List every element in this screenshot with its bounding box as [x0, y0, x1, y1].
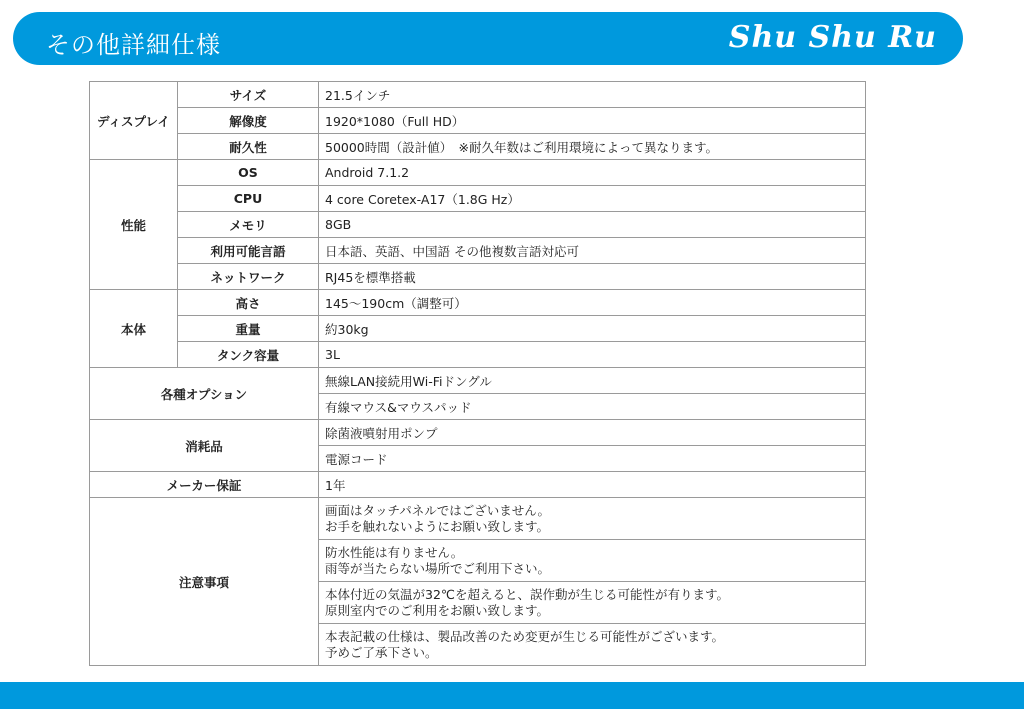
spec-value: 電源コード: [319, 446, 866, 472]
spec-label: CPU: [178, 186, 319, 212]
note-line: 原則室内でのご利用をお願い致します。: [325, 602, 550, 618]
note-line: 予めご了承下さい。: [325, 644, 438, 660]
note-item: [319, 540, 866, 582]
table-row: [90, 472, 866, 498]
spec-value: 1920*1080（Full HD）: [319, 108, 866, 134]
category-display: ディスプレイ: [90, 82, 178, 160]
note-line: お手を触れないようにお願い致します。: [325, 518, 550, 534]
note-line: 本表記載の仕様は、製品改善のため変更が生じる可能性がございます。: [325, 628, 725, 644]
category-consumables: 消耗品: [90, 420, 319, 472]
footer-bar: [0, 682, 1024, 709]
table-row: [90, 264, 866, 290]
table-row: [90, 342, 866, 368]
table-row: [90, 290, 866, 316]
note-line: 雨等が当たらない場所でご利用下さい。: [325, 560, 551, 576]
table-row: [90, 160, 866, 186]
spec-value: RJ45を標準搭載: [319, 264, 866, 290]
note-item: [319, 624, 866, 666]
page-title: その他詳細仕様: [46, 31, 221, 59]
category-notes: 注意事項: [90, 498, 319, 666]
spec-table: [89, 81, 866, 666]
spec-value: 除菌液噴射用ポンプ: [319, 420, 866, 446]
table-row: [90, 82, 866, 108]
spec-label: ネットワーク: [178, 264, 319, 290]
spec-value: 4 core Coretex-A17（1.8G Hz）: [319, 186, 866, 212]
note-line: 本体付近の気温が32℃を超えると、誤作動が生じる可能性が有ります。: [325, 586, 729, 602]
spec-label: 利用可能言語: [178, 238, 319, 264]
spec-label: タンク容量: [178, 342, 319, 368]
category-options: 各種オプション: [90, 368, 319, 420]
spec-label: 解像度: [178, 108, 319, 134]
table-row: [90, 238, 866, 264]
table-row: [90, 316, 866, 342]
note-line: 防水性能は有りません。: [325, 544, 464, 560]
note-item: [319, 498, 866, 540]
spec-value: 日本語、英語、中国語 その他複数言語対応可: [319, 238, 866, 264]
table-row: [90, 108, 866, 134]
spec-label: メモリ: [178, 212, 319, 238]
spec-value: Android 7.1.2: [319, 160, 866, 186]
spec-label: サイズ: [178, 82, 319, 108]
header-bar: [13, 12, 963, 65]
spec-value: 3L: [319, 342, 866, 368]
spec-value: 約30kg: [319, 316, 866, 342]
spec-value: 有線マウス&マウスパッド: [319, 394, 866, 420]
note-line: 画面はタッチパネルではございません。: [325, 502, 551, 518]
table-row: [90, 420, 866, 446]
category-body: 本体: [90, 290, 178, 368]
spec-value: 145～190cm（調整可）: [319, 290, 866, 316]
spec-value: 8GB: [319, 212, 866, 238]
spec-label: OS: [178, 160, 319, 186]
table-row: [90, 368, 866, 394]
table-row: [90, 186, 866, 212]
table-row: [90, 498, 866, 540]
spec-label: 重量: [178, 316, 319, 342]
category-warranty: メーカー保証: [90, 472, 319, 498]
note-item: [319, 582, 866, 624]
table-row: [90, 134, 866, 160]
spec-value: 50000時間（設計値） ※耐久年数はご利用環境によって異なります。: [319, 134, 866, 160]
spec-value: 21.5インチ: [319, 82, 866, 108]
table-row: [90, 212, 866, 238]
spec-value: 無線LAN接続用Wi-Fiドングル: [319, 368, 866, 394]
category-performance: 性能: [90, 160, 178, 290]
spec-label: 耐久性: [178, 134, 319, 160]
brand-logo: Shu Shu Ru: [728, 20, 937, 55]
spec-value: 1年: [319, 472, 866, 498]
spec-label: 高さ: [178, 290, 319, 316]
